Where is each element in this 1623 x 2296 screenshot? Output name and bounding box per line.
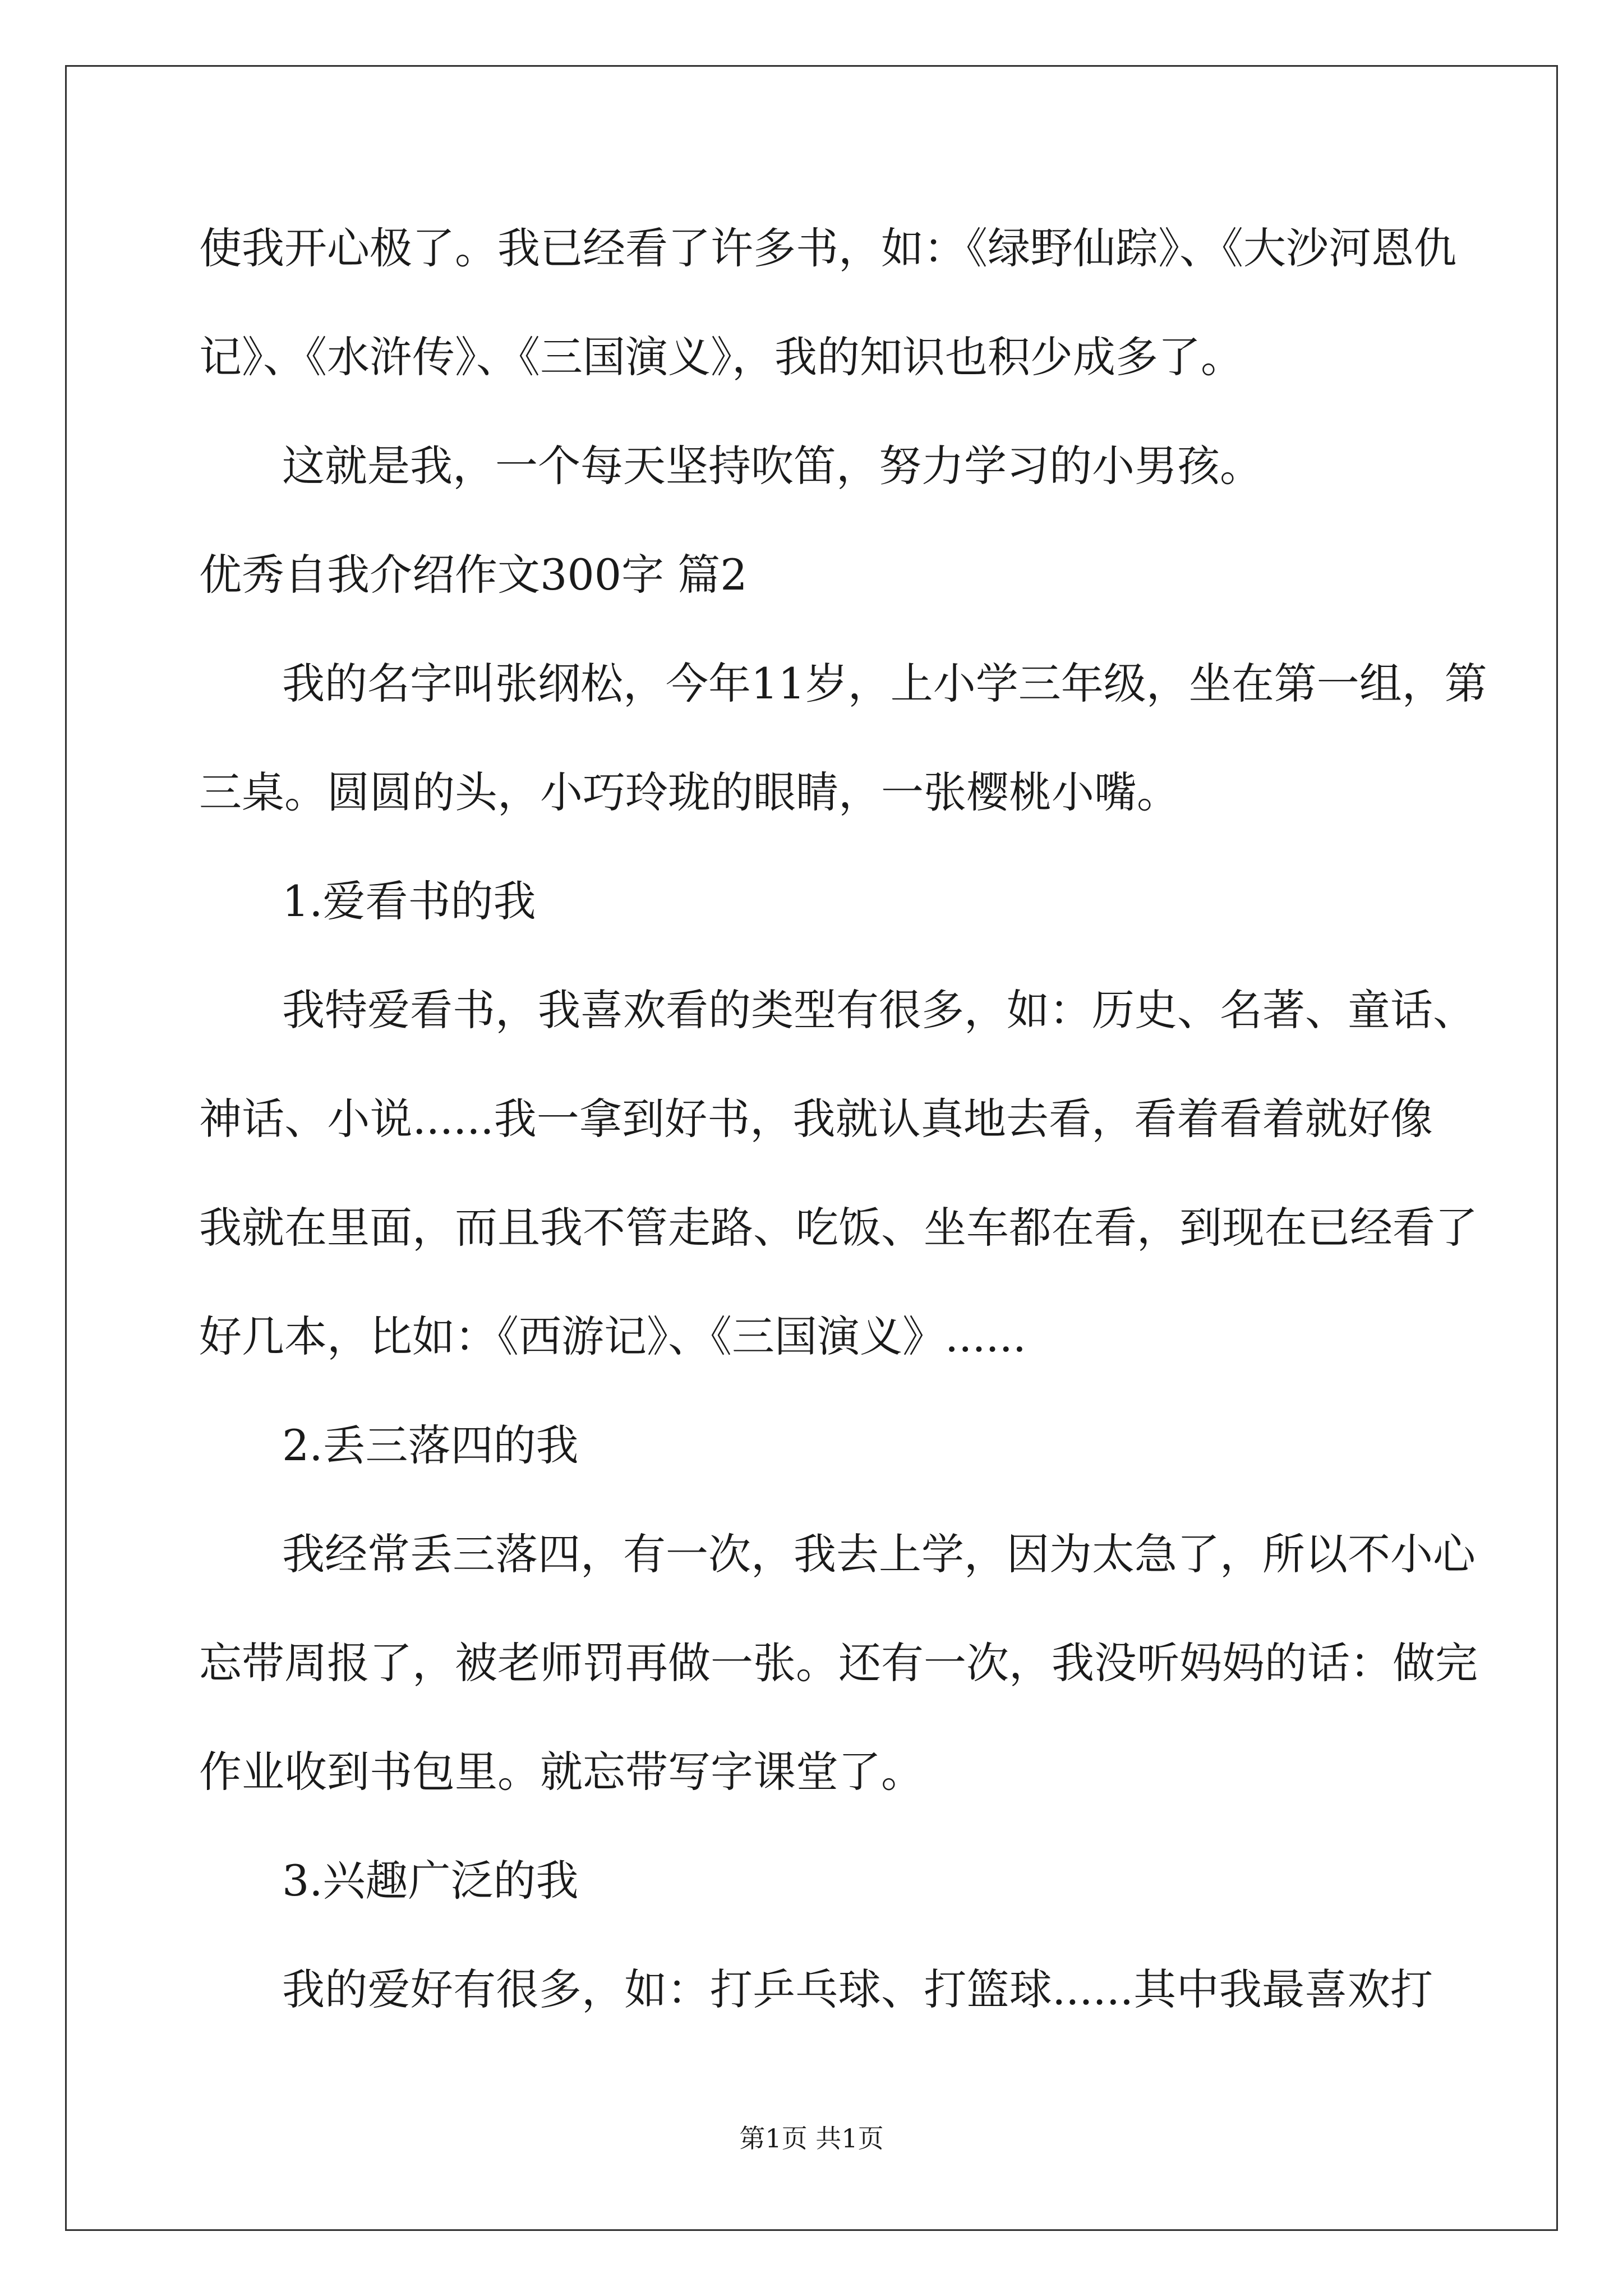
body-line: 我的爱好有很多，如：打乒乓球、打篮球......其中我最喜欢打 bbox=[282, 1964, 1433, 2014]
body-line: 我经常丢三落四，有一次，我去上学，因为太急了，所以不小心 bbox=[282, 1529, 1476, 1579]
body-line: 作业收到书包里。就忘带写字课堂了。 bbox=[199, 1747, 924, 1797]
body-line: 使我开心极了。我已经看了许多书，如：《绿野仙踪》、《大沙河恩仇 bbox=[199, 223, 1456, 273]
body-line: 这就是我，一个每天坚持吹笛，努力学习的小男孩。 bbox=[282, 441, 1262, 491]
body-line: 记》、《水浒传》、《三国演义》，我的知识也积少成多了。 bbox=[199, 332, 1243, 382]
body-line: 我的名字叫张纲松，今年11岁，上小学三年级，坐在第一组，第 bbox=[282, 659, 1487, 708]
body-line: 忘带周报了，被老师罚再做一张。还有一次，我没听妈妈的话：做完 bbox=[199, 1638, 1478, 1688]
body-line: 我特爱看书，我喜欢看的类型有很多，如：历史、名著、童话、 bbox=[282, 985, 1476, 1035]
subheading: 3.兴趣广泛的我 bbox=[282, 1856, 579, 1906]
subheading: 1.爱看书的我 bbox=[282, 876, 536, 926]
body-line: 三桌。圆圆的头，小巧玲珑的眼睛，一张樱桃小嘴。 bbox=[199, 767, 1179, 817]
body-line: 神话、小说......我一拿到好书，我就认真地去看，看着看着就好像 bbox=[199, 1094, 1433, 1144]
body-line: 我就在里面，而且我不管走路、吃饭、坐车都在看，到现在已经看了 bbox=[199, 1203, 1478, 1253]
page-footer: 第1页 共1页 bbox=[739, 2123, 884, 2154]
body-line: 好几本，比如：《西游记》、《三国演义》...... bbox=[199, 1312, 1026, 1361]
section-heading: 优秀自我介绍作文300字 篇2 bbox=[199, 550, 748, 600]
subheading: 2.丢三落四的我 bbox=[282, 1420, 579, 1470]
